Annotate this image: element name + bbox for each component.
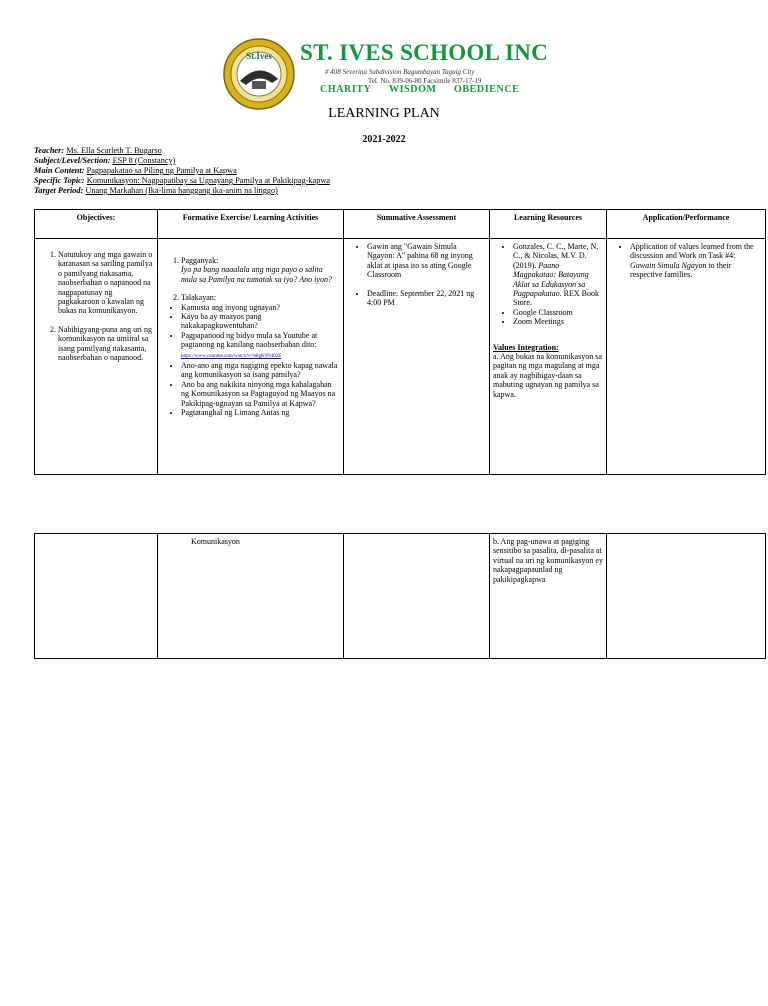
meta-subject: Subject/Level/Section: ESP 8 (Constancy) [34,156,176,165]
col-activities: Formative Exercise/ Learning Activities [158,210,344,239]
activity-bullet: • Pagtatanghal ng Limang Antas ng [181,408,340,417]
learning-plan-table [34,209,766,475]
application-cell [607,534,766,659]
summative-item: • Deadline: September 22, 2021 ng 4:00 PM [367,289,486,308]
col-application: Application/Performance [607,210,766,239]
application-cell [607,239,766,475]
col-summative: Summative Assessment [344,210,490,239]
meta-teacher: Teacher: Ms. Ella Scarleth T. Bugarso [34,146,162,155]
objectives-cell [35,534,158,659]
objective-item: 2. Nabibigyang-puna ang uri ng komunikasyon na umiiral sa isang pamilyang nakasama, naobserbahan o napanood. [58,325,154,363]
summative-cell [344,534,490,659]
application-item: • Application of values learned from the discussion and Work on Task #4: Gawain Simula Ngayon to their respective families. [630,242,762,280]
table-header-row [35,210,766,239]
activity-bullet: • Ano-ano ang mga nagiging epekto kapag nawala ang komunikasyon sa isang pamilya? [181,361,340,380]
objective-item: 1. Natutukoy ang mga gawain o karanasan sa sariling pamilya o pamilyang nakasama, naobserbahan o napanood na nagpapatunay ng pagkakaroon o kawalan ng bukas na komunikasyon. [58,250,154,316]
resources-cell [490,239,607,475]
school-logo [222,37,296,111]
activity-item: 1. Pagganyak: Iyo pa bang naaalala ang mga payo o salita mula sa Pamilya na tumatak sa iyo? Ano iyon? [181,256,340,284]
activity-bullet: • Kamusta ang inyong ugnayan? [181,303,340,312]
activities-cell [158,534,344,659]
activities-cell [158,239,344,475]
activity-continuation: Komunikasyon [191,537,240,546]
col-resources: Learning Resources [490,210,607,239]
objectives-cell [35,239,158,475]
school-telephone: Tel. No. 839-06-80 Facsimile 837-17-19 [368,77,482,85]
motto-charity: CHARITY [320,84,372,95]
school-name: ST. IVES SCHOOL INC [300,40,549,65]
logo-text: St.Ives [246,51,272,61]
motto-wisdom: WISDOM [389,84,437,95]
resource-item: • Zoom Meetings [513,317,603,326]
learning-plan-table-continued [34,533,766,659]
resource-item: • Gonzales, C. C., Marte, N. C., & Nicolas, M.V. D. (2019). Paano Magpakatao: Batayang Aklat sa Edukasyon sa Pagpapakatao. REX Book Store. [513,242,603,308]
meta-specific-topic: Specific Topic: Komunikasyon: Nagpapatibay sa Ugnayang Pamilya at Pakikipag-kapwa [34,176,331,185]
school-year: 2021-2022 [362,134,406,145]
col-objectives: Objectives: [35,210,158,239]
meta-target-period: Target Period: Unang Markahan (Ika-lima hanggang ika-anim na linggo) [34,186,278,195]
table-row [35,534,766,659]
resource-item: • Google Classroom [513,308,603,317]
activity-bullet: • Kayo ba ay maayos pang nakakapagkuwentuhan? [181,312,340,331]
activity-item: 2. Talakayan: [181,293,340,302]
school-address: # 408 Severina Subdivision Bagumbayan Taguig City [325,68,475,76]
table-row [35,239,766,475]
activity-bullet: • Pagpapanood ng bidyo mula sa Youtube at pagtanong ng kanilang naobserbahan dito: https://www.youtube.com/watch?v=b8gK9N462E [181,331,340,361]
activity-bullet: • Ano ba ang nakikita ninyong mga kahalagahan ng Komunikasyon sa Pagtaguyod ng Maayos na Pakikipag-ugnayan sa Pamilya at Kapwa? [181,380,340,408]
value-b: b. Ang pag-unawa at pagiging sensitibo sa pasalita, di-pasalita at virtual na uri ng komunikasyon ey nakapagpapaunlad ng pakikipagkapwa [493,537,603,584]
values-integration-heading: Values Integration: [493,342,559,352]
meta-main-content: Main Content: Pagpapakatao sa Piling ng Pamilya at Kapwa [34,166,237,175]
youtube-link[interactable]: https://www.youtube.com/watch?v=b8gK9N462E [181,353,282,359]
motto-obedience: OBEDIENCE [454,84,520,95]
summative-item: • Gawin ang "Gawain Simula Ngayon: A" pahina 68 ng inyong aklat at ipasa ito sa ating Google Classroom [367,242,486,280]
document-title: LEARNING PLAN [328,106,440,121]
summative-cell [344,239,490,475]
resources-cell [490,534,607,659]
value-a: a. Ang bukas na komunikasyon sa pagitan ng mga magulang at mga anak ay nagbibigay-daan sa mabuting ugnayan ng pamilya sa kapwa. [493,352,602,399]
